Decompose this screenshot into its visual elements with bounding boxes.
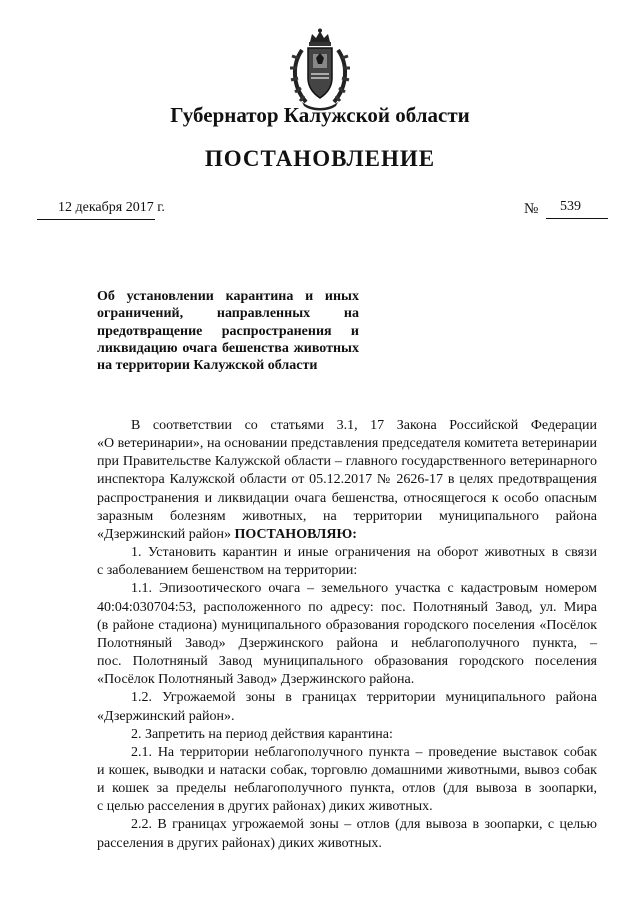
body-line: пос. Полотняный Завод муниципального образования городского поселения bbox=[97, 654, 597, 670]
date-underline bbox=[37, 219, 155, 220]
subject-line: ликвидацию очага бешенства животных bbox=[97, 340, 359, 356]
document-date: 12 декабря 2017 г. bbox=[58, 200, 165, 215]
body-line: и кошек за пределы неблагополучного пункта, отлов (для вывоза в зоопарки, bbox=[97, 781, 597, 797]
body-line: «Дзержинский район». bbox=[97, 708, 235, 724]
body-line: с целью расселения в других районах) диких животных. bbox=[97, 799, 433, 815]
body-line: 1. Установить карантин и иные ограничения на оборот животных в связи bbox=[131, 545, 597, 561]
body-line: распространения и ликвидации очага бешенства, относящегося к особо опасным bbox=[97, 490, 597, 506]
body-line: 40:04:030704:53, расположенного по адресу: пос. Полотняный Завод, ул. Мира bbox=[97, 599, 597, 615]
body-line: и кошек, выводки и натаски собак, торговлю домашними животными, вывоз собак bbox=[97, 762, 597, 778]
body-line: (в районе стадиона) муниципального образования городского поселения «Посёлок bbox=[97, 617, 597, 633]
body-line: Полотняный Завод» Дзержинского района и неблагополучного пункта, – bbox=[97, 635, 597, 651]
body-line: 2.2. В границах угрожаемой зоны – отлов (для вывоза в зоопарки, с целью bbox=[131, 817, 597, 833]
document-subject bbox=[97, 288, 359, 374]
subject-line: ограничений, направленных на bbox=[97, 306, 359, 322]
body-line: «О ветеринарии», на основании представления председателя комитета ветеринарии bbox=[97, 436, 597, 452]
number-sign: № bbox=[524, 201, 539, 217]
issuing-authority: Губернатор Калужской области bbox=[170, 103, 470, 127]
body-line: «Посёлок Полотняный Завод» Дзержинского района. bbox=[97, 672, 415, 688]
body-line: заразным болезням животных, на территории муниципального района bbox=[97, 508, 597, 524]
body-line: 1.2. Угрожаемой зоны в границах территории муниципального района bbox=[131, 690, 597, 706]
body-line: 2. Запретить на период действия карантина: bbox=[131, 726, 393, 742]
number-underline bbox=[546, 218, 608, 219]
district-name: «Дзержинский район» bbox=[97, 526, 231, 542]
body-line: В соответствии со статьями 3.1, 17 Закона Российской Федерации bbox=[131, 418, 597, 433]
document-type-title: ПОСТАНОВЛЕНИЕ bbox=[204, 146, 436, 171]
subject-line: на территории Калужской области bbox=[97, 358, 318, 374]
body-line bbox=[97, 526, 597, 544]
document-number: 539 bbox=[560, 199, 581, 214]
body-line: инспектора Калужской области от 05.12.2017 № 2626-17 в целях предотвращения bbox=[97, 472, 597, 488]
body-line: 1.1. Эпизоотического очага – земельного участка с кадастровым номером bbox=[131, 581, 597, 597]
body-line: с заболеванием бешенством на территории: bbox=[97, 563, 358, 579]
subject-line: Об установлении карантина и иных bbox=[97, 289, 359, 304]
decree-word: ПОСТАНОВЛЯЮ: bbox=[234, 526, 357, 542]
document-body bbox=[97, 417, 597, 853]
body-line: 2.1. На территории неблагополучного пункта – проведение выставок собак bbox=[131, 744, 597, 760]
subject-line: предотвращение распространения и bbox=[97, 323, 359, 339]
kaluga-coat-of-arms-icon bbox=[288, 28, 352, 112]
body-line: при Правительстве Калужской области – главного государственного ветеринарного bbox=[97, 454, 597, 470]
body-line: расселения в других районах) диких животных. bbox=[97, 835, 382, 851]
